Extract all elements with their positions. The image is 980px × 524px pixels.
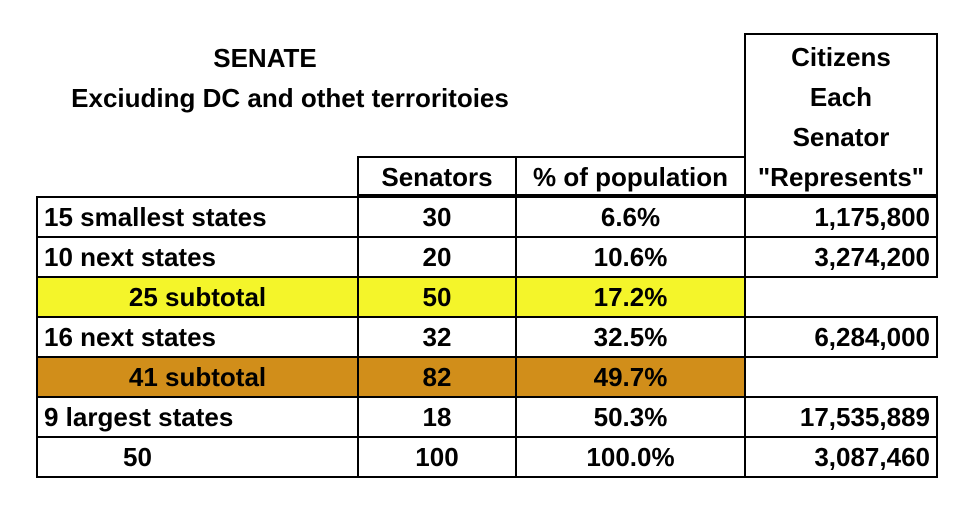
- row-citizens: 17,535,889: [744, 396, 938, 438]
- row-senators: 50: [357, 276, 517, 318]
- table-title-block: [40, 38, 509, 118]
- header-citizens-line: "Represents": [757, 162, 925, 192]
- header-percent-population: % of population: [515, 156, 746, 196]
- header-senators: Senators: [357, 156, 517, 196]
- row-percent: 50.3%: [515, 396, 746, 438]
- row-citizens: 1,175,800: [744, 196, 938, 238]
- table-subtitle: Exciuding DC and othet terroritoies: [71, 83, 509, 113]
- header-citizens-per-senator: [744, 33, 938, 196]
- row-percent: 10.6%: [515, 236, 746, 278]
- row-percent: 32.5%: [515, 316, 746, 358]
- table-title: SENATE: [213, 43, 317, 73]
- row-label: 41 subtotal: [36, 356, 359, 398]
- row-label: 15 smallest states: [36, 196, 359, 238]
- row-senators: 30: [357, 196, 517, 238]
- row-percent: 17.2%: [515, 276, 746, 318]
- row-citizens: 3,274,200: [744, 236, 938, 278]
- row-senators: 82: [357, 356, 517, 398]
- row-label: 16 next states: [36, 316, 359, 358]
- row-senators: 32: [357, 316, 517, 358]
- header-citizens-line: Senator: [792, 122, 890, 152]
- row-percent: 100.0%: [515, 436, 746, 478]
- row-percent: 49.7%: [515, 356, 746, 398]
- row-label: 9 largest states: [36, 396, 359, 438]
- header-citizens-line: Citizens: [791, 42, 891, 72]
- row-citizens: [744, 356, 938, 398]
- row-label: 50: [36, 436, 359, 478]
- header-citizens-line: Each: [809, 82, 873, 112]
- row-label: 25 subtotal: [36, 276, 359, 318]
- row-citizens: 6,284,000: [744, 316, 938, 358]
- row-citizens: [744, 276, 938, 318]
- row-senators: 18: [357, 396, 517, 438]
- row-label: 10 next states: [36, 236, 359, 278]
- row-citizens: 3,087,460: [744, 436, 938, 478]
- row-senators: 100: [357, 436, 517, 478]
- row-percent: 6.6%: [515, 196, 746, 238]
- row-senators: 20: [357, 236, 517, 278]
